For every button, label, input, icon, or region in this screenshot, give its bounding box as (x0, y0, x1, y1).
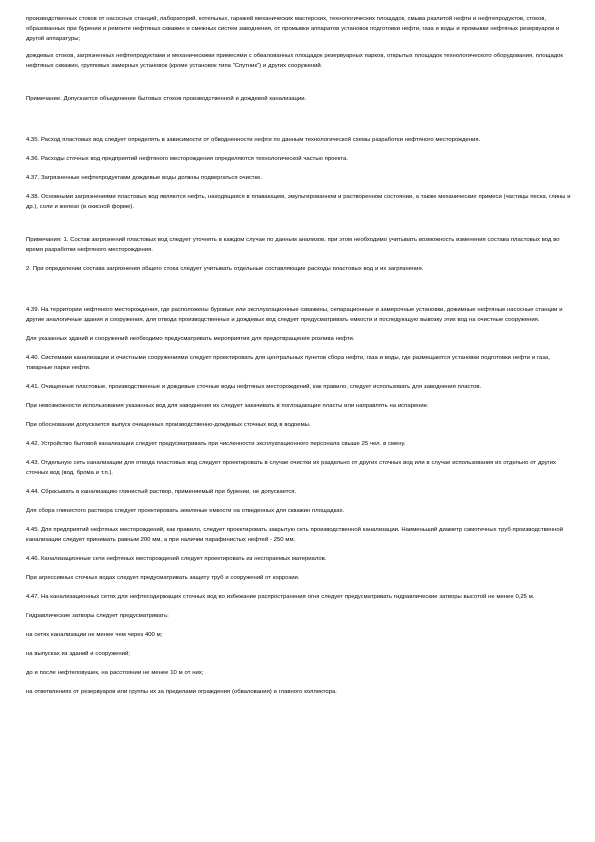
clause-4-44: 4.44. Сбрасывать в канализацию глинистый раствор, применяемый при бурении, не допускается. (26, 489, 297, 495)
spacer (26, 283, 571, 305)
clause-4-38: 4.38. Основными загрязнениями пластовых вод являются нефть, находящаяся в плавающем, эмульгированном и растворенном состоянии, а также механические примеси (частицы песка, глины и др.), соли и железо (в окисной форме). (26, 194, 571, 210)
paragraph-production-stocks: производственных стоков от насосных станций, лабораторий, котельных, гаражей механических мастерских, технологических площадок, смыва разлитой нефти и нефтепродуктов, стоков, образованных при бурении и ремонте нефтяных скважин и смежных систем заводнения, от промывки аппаратов установок подготовки нефти, газа и воды и промывки нефтяных резервуаров и другой аппаратуры; (26, 16, 560, 42)
note-domestic-sewage: Примечание. Допускается объединение бытовых стоков производственной и дождевой канализации. (26, 96, 307, 102)
clause-4-41: 4.41. Очищенные пластовые, производственные и дождевые сточные воды нефтяных месторождений, как правило, следует использовать для заводнения пластов. (26, 384, 482, 390)
clause-4-46: 4.46. Канализационные сети нефтяных месторождений следует проектировать из несгораемых материалов. (26, 556, 327, 562)
notes-1: Примечания: 1. Состав загрязнений пластовых вод следует уточнять в каждом случае по данным анализов, при этом необходимо учитывать возможность изменения состава пластовых вод во время разработки нефтяного месторождения. (26, 237, 560, 253)
paragraph-clay-solution: Для сбора глинистого раствора следует проектировать земляные емкости на отведенных для скважин площадках. (26, 508, 345, 514)
clause-4-35: 4.35. Расход пластовых вод следует определять в зависимости от обводненности нефти по данным технологической схемы разработки нефтяного месторождения. (26, 137, 481, 143)
clause-4-43: 4.43. Отдельную сеть канализации для отвода пластовых вод следует проектировать в случае очистки их раздельно от других сточных вод или в случае использования их отдельно от других сточных вод (вод, брома и т.п.). (26, 460, 556, 476)
clause-4-40: 4.40. Системами канализации и очистными сооружениями следует проектировать для центральных пунктов сбора нефти, газа и воды, где размещаются установки подготовки нефти и газа, товарные парки нефти. (26, 355, 550, 371)
spacer (26, 80, 571, 94)
list-item-seals-4: на ответвлениях от резервуаров или группы их за пределами ограждения (обвалования) и главного коллектора. (26, 689, 337, 695)
paragraph-oil-spill-measures: Для указанных зданий и сооружений необходимо предусматривать мероприятия для предотвращения розлива нефти. (26, 336, 355, 342)
clause-4-37: 4.37. Загрязненные нефтепродуктами дождевые воды должны подвергаться очистке. (26, 175, 263, 181)
list-item-seals-1: на сетях канализации не менее чем через 400 м; (26, 632, 163, 638)
paragraph-injection: При невозможности использования указанных вод для заводнения их следует закачивать в поглощающие пласты или направлять на испарение. (26, 403, 429, 409)
list-item-seals-3: до и после нефтеловушек, на расстоянии не менее 10 м от них; (26, 670, 204, 676)
spacer (26, 221, 571, 235)
spacer (26, 113, 571, 135)
list-item-seals-2: на выпусках из зданий и сооружений; (26, 651, 130, 657)
clause-4-36: 4.36. Расходы сточных вод предприятий нефтяного месторождения определяются технологической частью проекта. (26, 156, 348, 162)
clause-4-42: 4.42. Устройство бытовой канализации следует предусматривать при численности эксплуатационного персонала свыше 25 чел. в смену. (26, 441, 406, 447)
clause-4-39: 4.39. На территории нефтяного месторождения, где расположены буровые или эксплуатационные скважины, сепарационные и замерочные установки, дожимные нефтяные насосные станции и другие аналогичные здания и сооружения, для отвода производственных и дождевых вод следует предусматривать емкости и последующую вывозку этих вод на очистные сооружения. (26, 307, 563, 323)
paragraph-corrosion: При агрессивных сточных водах следует предусматривать защиту труб и сооружений от коррозии. (26, 575, 300, 581)
document-page (26, 14, 571, 706)
clause-4-45: 4.45. Для предприятий нефтяных месторождений, как правило, следует проектировать закрытую сеть производственной канализации. Наименьший диаметр самотечных труб производственной канализации следует принимать равным 200 мм, а при наличии парафинистых нефтей - 250 мм. (26, 527, 563, 543)
paragraph-rain-stocks: дождевых стоков, загрязненных нефтепродуктами и механическими примесями с обвалованных площадок резервуарных парков, открытых площадок технологического оборудования, площадок нефтяных скважин, групповых замерных установок (кроме установок типа "Спутник") и других сооружений. (26, 53, 564, 69)
paragraph-discharge: При обосновании допускается выпуск очищенных производственно-дождевых сточных вод в водоемы. (26, 422, 311, 428)
paragraph-seals-intro: Гидравлические затворы следует предусматривать: (26, 613, 169, 619)
notes-2: 2. При определении состава загрязнения общего стока следует учитывать отдельные составляющие расходы пластовых вод и их загрязнения. (26, 266, 424, 272)
clause-4-47: 4.47. На канализационных сетях для нефтесодержащих сточных вод во избежание распространения огня следует предусматривать гидравлические затворы высотой не менее 0,25 м. (26, 594, 535, 600)
